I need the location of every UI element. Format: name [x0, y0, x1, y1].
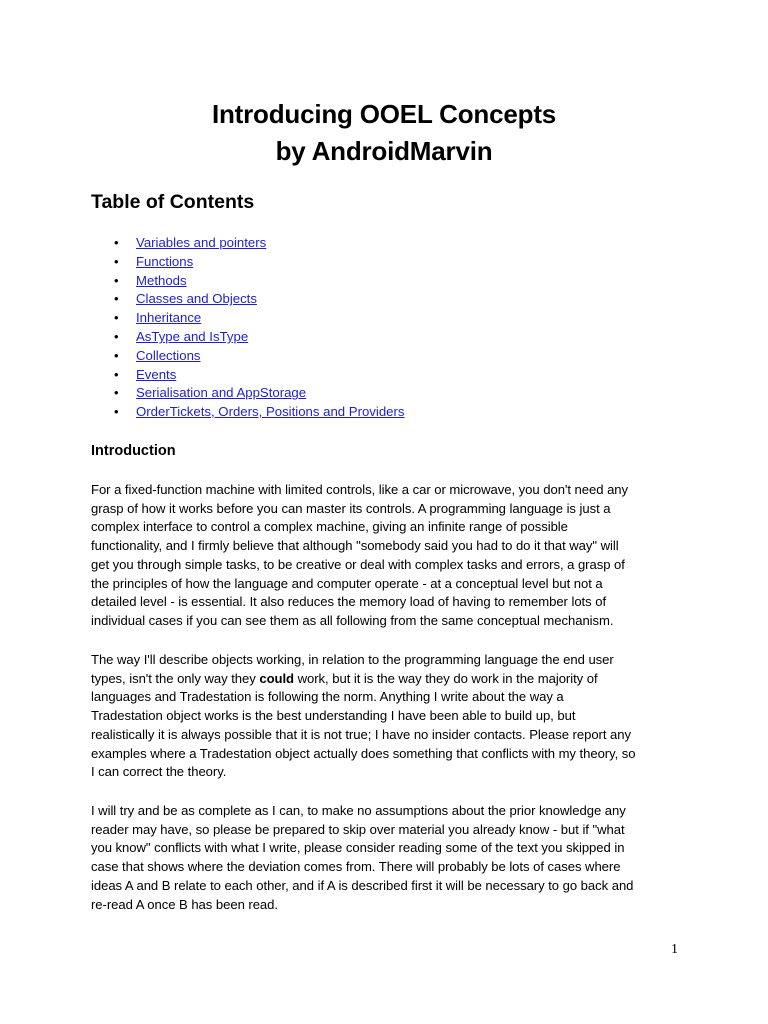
paragraph-line: you know" conflicts with what I write, please consider reading some of the text you skipped in: [91, 840, 625, 856]
title-line-1: Introducing OOEL Concepts: [211, 99, 557, 129]
toc-item: [112, 347, 404, 366]
paragraph-line: functionality, and I firmly believe that although "somebody said you had to do it that way" will: [91, 538, 619, 554]
paragraph-line: examples where a Tradestation object actually does something that conflicts with my theory, so: [91, 745, 636, 761]
toc-item: [112, 403, 404, 422]
toc-item: [112, 253, 404, 272]
introduction-heading: Introduction: [91, 443, 176, 459]
paragraph-line: [91, 670, 691, 689]
text-run: work, but it is the way they do work in the majority of: [294, 670, 598, 686]
bullet-icon: •: [114, 404, 119, 420]
emphasis-could: could: [259, 670, 295, 686]
toc-heading: Table of Contents: [91, 191, 255, 213]
toc-link-serialisation-and-appstorage[interactable]: Serialisation and AppStorage: [136, 385, 307, 401]
bullet-icon: •: [114, 253, 119, 269]
bullet-icon: •: [114, 310, 119, 326]
toc-item: [112, 366, 404, 385]
toc-link-variables-and-pointers[interactable]: Variables and pointers: [136, 235, 267, 250]
toc-link-functions[interactable]: Functions: [136, 253, 194, 269]
paragraph-line: complex interface to control a complex machine, giving an infinite range of possible: [91, 519, 568, 535]
toc-link-classes-and-objects[interactable]: Classes and Objects: [136, 291, 257, 307]
paragraph-line: Tradestation object works is the best understanding I have been able to build up, but: [91, 708, 576, 724]
paragraph-line: I can correct the theory.: [91, 764, 227, 780]
bullet-icon: •: [114, 366, 119, 382]
toc-link-inheritance[interactable]: Inheritance: [136, 310, 202, 326]
paragraph-line: ideas A and B relate to each other, and if A is described first it will be necessary to go back and: [91, 877, 634, 893]
document-title: [0, 96, 768, 170]
paragraph-line: re-read A once B has been read.: [91, 896, 278, 912]
toc-link-methods[interactable]: Methods: [136, 272, 187, 288]
toc-item: [112, 234, 404, 253]
paragraph-line: grasp of how it works before you can master its controls. A programming language is just a: [91, 500, 611, 516]
intro-paragraph-1: [91, 481, 691, 631]
toc-link-collections[interactable]: Collections: [136, 347, 201, 363]
paragraph-line: realistically it is always possible that it is not true; I have no insider contacts. Please report any: [91, 726, 632, 742]
toc-link-astype-and-istype[interactable]: AsType and IsType: [136, 328, 249, 344]
paragraph-line: I will try and be as complete as I can, to make no assumptions about the prior knowledge any: [91, 803, 626, 818]
toc-item: [112, 272, 404, 291]
toc-link-ordertickets-orders-positions-providers[interactable]: OrderTickets, Orders, Positions and Providers: [136, 404, 405, 420]
paragraph-line: individual cases if you can see them as all following from the same conceptual mechanism.: [91, 612, 614, 628]
paragraph-line: detailed level - is essential. It also reduces the memory load of having to remember lots of: [91, 594, 607, 610]
paragraph-line: the principles of how the language and computer operate - at a conceptual level but not a: [91, 575, 603, 591]
paragraph-line: get you through simple tasks, to be creative or deal with complex tasks and errors, a grasp of: [91, 556, 625, 572]
bullet-icon: •: [114, 291, 119, 307]
table-of-contents: [112, 234, 404, 422]
page-number: 1: [671, 942, 678, 957]
paragraph-line: languages and Tradestation is following the norm. Anything I write about the way a: [91, 689, 564, 705]
paragraph-line: case that shows where the deviation comes from. There will probably be lots of cases where: [91, 859, 621, 875]
toc-link-events[interactable]: Events: [136, 366, 177, 382]
paragraph-line: The way I'll describe objects working, in relation to the programming language the end user: [91, 652, 614, 667]
toc-item: [112, 384, 404, 403]
bullet-icon: •: [114, 272, 119, 288]
toc-item: [112, 328, 404, 347]
text-run: types, isn't the only way they: [91, 670, 260, 686]
bullet-icon: •: [114, 385, 119, 401]
paragraph-line: reader may have, so please be prepared to skip over material you already know - but if "what: [91, 821, 625, 837]
intro-paragraph-2: [91, 651, 691, 782]
title-line-2: by AndroidMarvin: [275, 136, 493, 166]
intro-paragraph-3: [91, 802, 691, 914]
toc-item: [112, 290, 404, 309]
paragraph-line: For a fixed-function machine with limited controls, like a car or microwave, you don't need any: [91, 482, 629, 497]
bullet-icon: •: [114, 328, 119, 344]
bullet-icon: •: [114, 235, 119, 250]
bullet-icon: •: [114, 347, 119, 363]
toc-item: [112, 309, 404, 328]
